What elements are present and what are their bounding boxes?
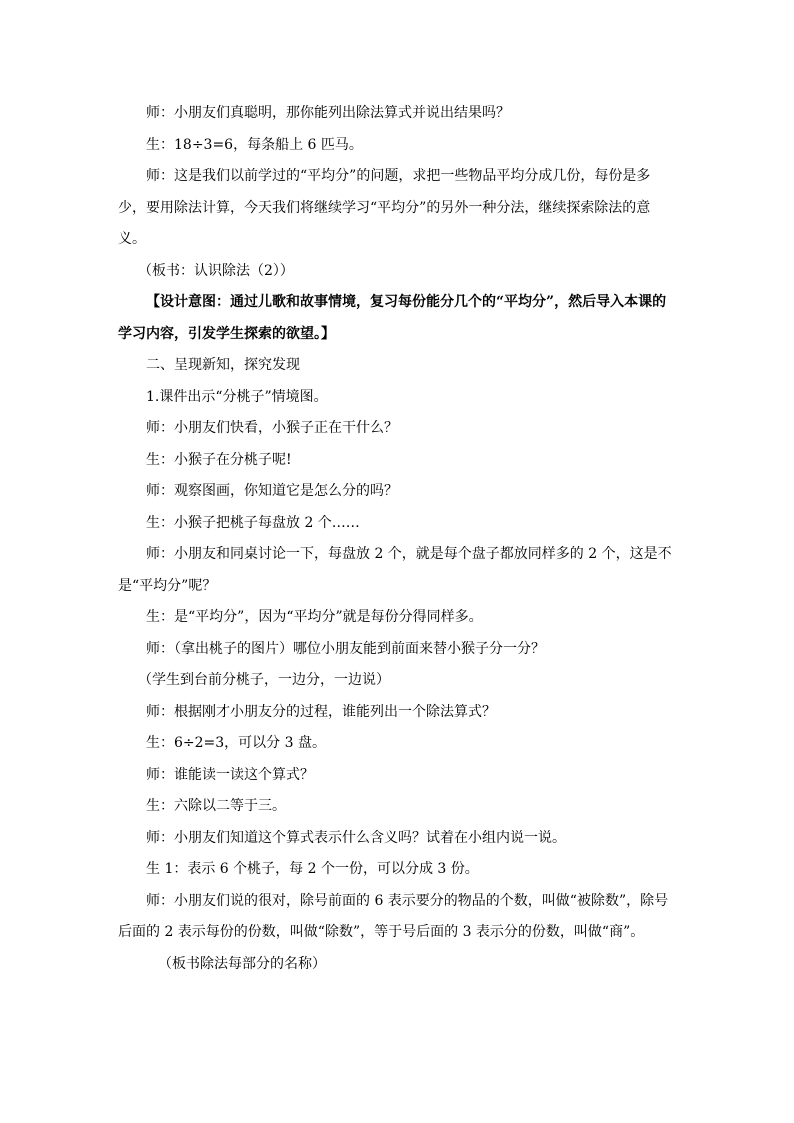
paragraph-teacher-look: 师：小朋友们快看，小猴子正在干什么？: [146, 420, 398, 436]
paragraph-student-average: 生：是“平均分”，因为“平均分”就是每份分得同样多。: [146, 609, 483, 625]
paragraph-teacher-picture: 师：（拿出桃子的图片）哪位小朋友能到前面来替小猴子分一分？: [146, 640, 545, 657]
paragraph-student-monkey: 生：小猴子在分桃子呢!: [146, 451, 292, 468]
paragraph-teacher-question: 师：小朋友们真聪明，那你能列出除法算式并说出结果吗？: [146, 105, 510, 121]
paragraph-teacher-terms: 师：小朋友们说的很对，除号前面的 6 表示要分的物品的个数，叫做“被除数”，除号后面的 2 表示每份的份数，叫做“除数”，等于号后面的 3 表示分的份数，叫做“商”。: [118, 892, 669, 940]
paragraph-courseware: 1.课件出示“分桃子”情境图。: [146, 388, 328, 405]
section-heading: 二、呈现新知，探究发现: [146, 357, 300, 373]
paragraph-teacher-discuss: 师：小朋友和同桌讨论一下，每盘放 2 个，就是每个盘子都放同样多的 2 个，这是不是“平均分”呢？: [118, 546, 672, 594]
paragraph-teacher-formula: 师：根据刚才小朋友分的过程，谁能列出一个除法算式？: [146, 703, 496, 720]
paragraph-student1-meaning: 生 1：表示 6 个桃子，每 2 个一份，可以分成 3 份。: [146, 861, 479, 877]
paragraph-student-read: 生：六除以二等于三。: [146, 798, 286, 814]
paragraph-board-note: （板书：认识除法（2））: [138, 262, 294, 279]
paragraph-student-answer: 生：18÷3=6，每条船上 6 匹马。: [146, 136, 363, 153]
paragraph-teacher-meaning: 师：小朋友们知道这个算式表示什么含义吗？试着在小组内说一说。: [146, 829, 566, 846]
paragraph-design-intent: 【设计意图：通过儿歌和故事情境，复习每份能分几个的“平均分”，然后导入本课的学习内容，引发学生探索的欲望。】: [118, 294, 667, 342]
paragraph-teacher-read: 师：谁能读一读这个算式？: [146, 766, 314, 783]
paragraph-student-formula: 生：6÷2=3，可以分 3 盘。: [146, 735, 326, 751]
paragraph-teacher-observe: 师：观察图画，你知道它是怎么分的吗？: [146, 483, 398, 499]
paragraph-student-plates: 生：小猴子把桃子每盘放 2 个……: [146, 514, 360, 531]
paragraph-student-demo: （学生到台前分桃子，一边分，一边说）: [138, 672, 390, 688]
document-body: [118, 98, 676, 980]
paragraph-teacher-intro: 师：这是我们以前学过的“平均分”的问题，求把一些物品平均分成几份，每份是多少，要用除法计算，今天我们将继续学习“平均分”的另外一种分法，继续探索除法的意义。: [118, 168, 651, 247]
paragraph-board-terms: （板书除法每部分的名称）: [158, 955, 326, 972]
